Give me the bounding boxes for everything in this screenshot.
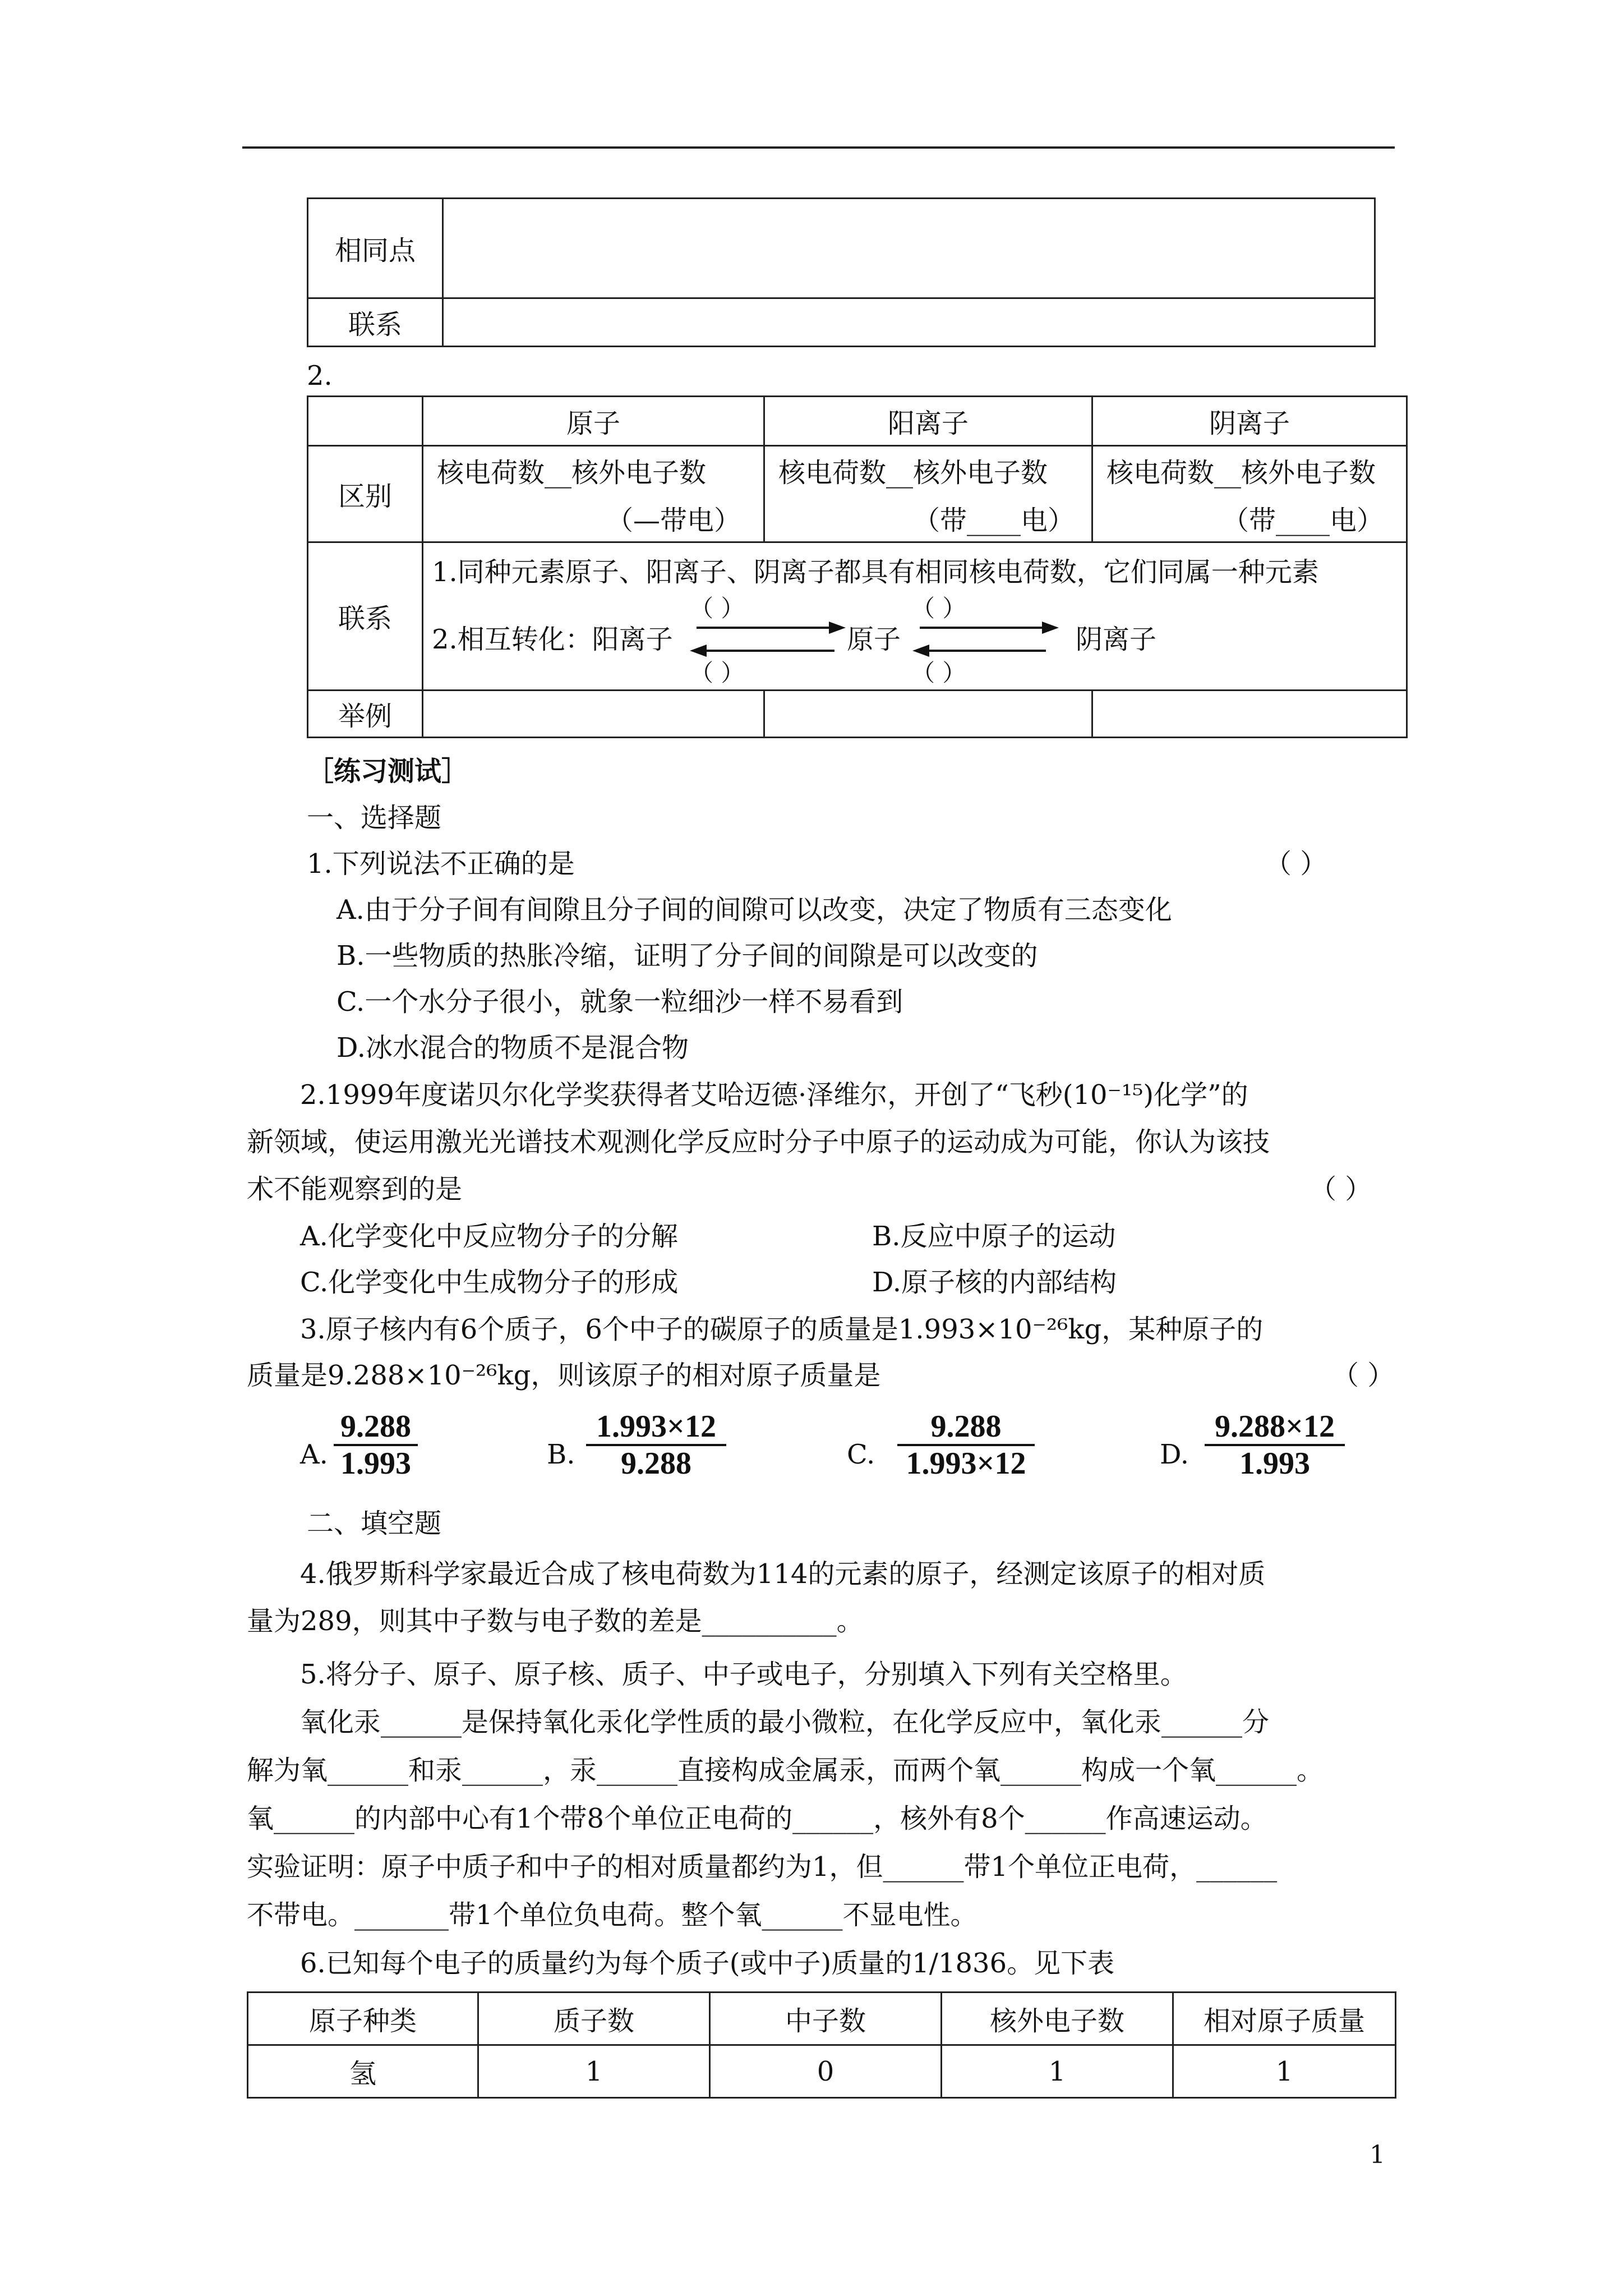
q4-line-2: 量为289，则其中子数与电子数的差是__________。	[247, 1605, 864, 1637]
diff-atom-line2: （—带电）	[606, 504, 741, 536]
arrow-cation-to-atom	[697, 627, 830, 629]
fraction-c-numerator: 9.288	[930, 1409, 1002, 1444]
arrow-anion-to-atom	[928, 650, 1046, 652]
q3-option-a-letter: A.	[300, 1439, 328, 1470]
q5-line-5: 不带电。_______带1个单位负电荷。整个氧______不显电性。	[247, 1899, 978, 1931]
fraction-d-numerator: 9.288×12	[1215, 1409, 1335, 1444]
diff-anion-line2: （带____电）	[1221, 504, 1384, 536]
q4-line-1: 4.俄罗斯科学家最近合成了核电荷数为114的元素的原子，经测定该原子的相对质	[300, 1558, 1266, 1590]
q5-line-1: 氧化汞______是保持氧化汞化学性质的最小微粒，在化学反应中，氧化汞______分	[300, 1706, 1270, 1738]
q2-option-a: A.化学变化中反应物分子的分解	[300, 1221, 678, 1252]
paren-bottom-right: （ ）	[911, 659, 966, 687]
arrow-right-head-2	[1042, 622, 1059, 634]
q1-option-b: B.一些物质的热胀冷缩，证明了分子间的间隙是可以改变的	[336, 940, 1038, 972]
header-rule	[242, 146, 1395, 149]
col-header-atom-type: 原子种类	[248, 1993, 478, 2045]
row-label-relation: 联系	[308, 298, 443, 347]
diff-cell-anion[interactable]	[1092, 446, 1407, 542]
section-2-label: 2.	[307, 360, 333, 392]
section-choice-title: 一、选择题	[307, 802, 442, 834]
fraction-a-denominator: 1.993	[340, 1446, 411, 1481]
q2-line-1: 2.1999年度诺贝尔化学奖获得者艾哈迈德·泽维尔，开创了“飞秒(10⁻¹⁵)化学”的	[300, 1079, 1248, 1111]
diff-anion-line1: 核电荷数__核外电子数	[1106, 457, 1376, 489]
q3-option-b-fraction	[586, 1409, 726, 1481]
diff-cation-line1: 核电荷数__核外电子数	[778, 457, 1048, 489]
q5-line-3: 氧______的内部中心有1个带8个单位正电荷的______，核外有8个______作高速运动。	[247, 1803, 1267, 1834]
q1-stem: 1.下列说法不正确的是	[307, 848, 575, 880]
cell-relative-mass: 1	[1173, 2045, 1396, 2098]
diff-cation-line2: （带____电）	[912, 504, 1075, 536]
paren-top-right: （ ）	[911, 595, 966, 622]
q3-option-d-fraction	[1205, 1409, 1345, 1481]
q6-stem: 6.已知每个电子的质量约为每个质子(或中子)质量的1/1836。见下表	[300, 1948, 1115, 1979]
fraction-a-numerator: 9.288	[340, 1409, 411, 1444]
q3-line-2: 质量是9.288×10⁻²⁶kg，则该原子的相对原子质量是	[247, 1360, 881, 1391]
diff-atom-line1: 核电荷数__核外电子数	[437, 457, 707, 489]
cell-electrons: 1	[942, 2045, 1173, 2098]
example-cell-atom[interactable]	[423, 691, 764, 738]
cell-protons: 1	[478, 2045, 710, 2098]
q3-line-1: 3.原子核内有6个质子，6个中子的碳原子的质量是1.993×10⁻²⁶kg，某种原子的	[300, 1314, 1264, 1345]
q3-option-c-letter: C.	[847, 1439, 875, 1470]
node-atom: 原子	[847, 624, 901, 655]
example-cell-anion[interactable]	[1092, 691, 1407, 738]
arrow-right-head	[829, 622, 846, 634]
q1-option-c: C.一个水分子很小，就象一粒细沙一样不易看到	[336, 986, 903, 1018]
table-row	[248, 2045, 1396, 2098]
answer-cell-same[interactable]	[443, 199, 1375, 298]
q3-option-c-fraction	[897, 1409, 1035, 1481]
q3-answer-bracket[interactable]: （ ）	[1332, 1360, 1395, 1391]
practice-title: ［练习测试］	[307, 756, 469, 787]
q1-answer-bracket[interactable]: （ ）	[1265, 848, 1327, 880]
q1-option-d: D.冰水混合的物质不是混合物	[336, 1032, 689, 1064]
row-label-same: 相同点	[308, 199, 443, 298]
q3-option-d-letter: D.	[1160, 1439, 1189, 1470]
col-header-protons: 质子数	[478, 1993, 710, 2045]
fraction-c-denominator: 1.993×12	[906, 1446, 1026, 1481]
cell-neutrons: 0	[710, 2045, 942, 2098]
q5-instruction: 5.将分子、原子、原子核、质子、中子或电子，分别填入下列有关空格里。	[300, 1659, 1187, 1690]
page-number: 1	[1370, 2141, 1385, 2169]
q3-option-b-letter: B.	[547, 1439, 575, 1470]
example-cell-cation[interactable]	[764, 691, 1092, 738]
cell-atom-type: 氢	[248, 2045, 478, 2098]
fraction-d-denominator: 1.993	[1239, 1446, 1310, 1481]
q2-option-d: D.原子核的内部结构	[872, 1267, 1117, 1298]
link-line-1: 1.同种元素原子、阳离子、阴离子都具有相同核电荷数，它们同属一种元素	[432, 556, 1319, 588]
row-label-link: 联系	[308, 542, 423, 691]
row-label-example: 举例	[308, 691, 423, 738]
arrow-atom-to-anion	[920, 627, 1043, 629]
atom-data-table	[247, 1991, 1396, 2099]
corner-cell	[308, 397, 423, 446]
node-anion: 阴离子	[1076, 624, 1157, 655]
diff-cell-cation[interactable]	[764, 446, 1092, 542]
header-atom: 原子	[423, 397, 764, 446]
q2-option-c: C.化学变化中生成物分子的形成	[300, 1267, 679, 1298]
q2-answer-bracket[interactable]: （ ）	[1310, 1174, 1372, 1205]
row-label-difference: 区别	[308, 446, 423, 542]
q3-option-a-fraction	[334, 1409, 418, 1481]
q5-line-4: 实验证明：原子中质子和中子的相对质量都约为1，但______带1个单位正电荷，______	[247, 1851, 1278, 1883]
col-header-relative-mass: 相对原子质量	[1173, 1993, 1396, 2045]
diff-cell-atom[interactable]	[423, 446, 764, 542]
header-anion: 阴离子	[1092, 397, 1407, 446]
col-header-electrons: 核外电子数	[942, 1993, 1173, 2045]
q1-option-a: A.由于分子间有间隙且分子间的间隙可以改变，决定了物质有三态变化	[336, 894, 1172, 926]
q2-line-2: 新领域，使运用激光光谱技术观测化学反应时分子中原子的运动成为可能，你认为该技	[247, 1126, 1270, 1158]
comparison-table-1	[307, 197, 1376, 347]
q2-option-b: B.反应中原子的运动	[872, 1221, 1116, 1252]
col-header-neutrons: 中子数	[710, 1993, 942, 2045]
paren-top-left: （ ）	[690, 595, 745, 622]
arrow-atom-to-cation	[706, 650, 834, 652]
section-fill-title: 二、填空题	[307, 1508, 442, 1539]
paren-bottom-left: （ ）	[690, 659, 745, 687]
arrow-left-head-2	[912, 645, 929, 657]
q2-line-3: 术不能观察到的是	[247, 1174, 463, 1205]
arrow-left-head	[690, 645, 707, 657]
header-cation: 阳离子	[764, 397, 1092, 446]
fraction-b-denominator: 9.288	[621, 1446, 691, 1481]
q5-line-2: 解为氧______和汞______，汞______直接构成金属汞，而两个氧______构成一个氧______。	[247, 1755, 1324, 1786]
answer-cell-relation[interactable]	[443, 298, 1375, 347]
fraction-b-numerator: 1.993×12	[596, 1409, 716, 1444]
link-line-2-prefix: 2.相互转化：阳离子	[432, 624, 673, 655]
